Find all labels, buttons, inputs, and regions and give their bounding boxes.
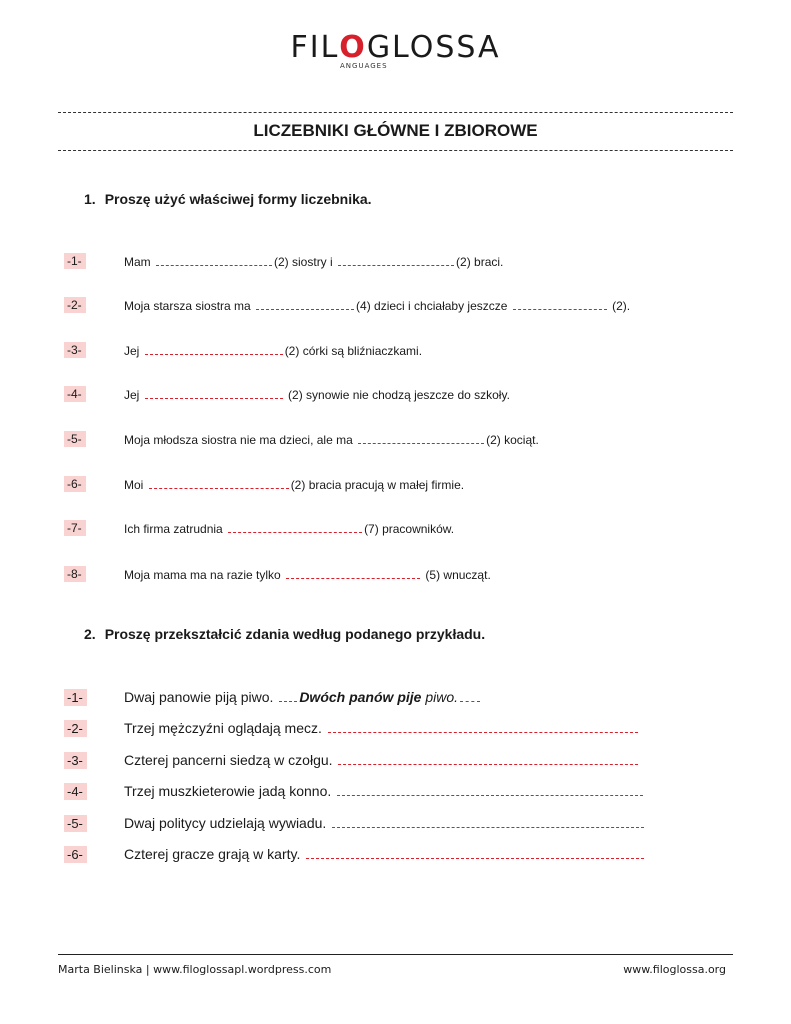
section2-heading bbox=[84, 626, 485, 642]
brand-part2: GL bbox=[366, 30, 410, 65]
section1-number: 1. bbox=[84, 191, 96, 207]
exercise2-item bbox=[58, 752, 733, 772]
item-number: -2- bbox=[64, 720, 87, 737]
footer-author: Marta Bielinska | www.filoglossapl.wordpress.com bbox=[58, 963, 332, 976]
sentence-text: Dwaj panowie piją piwo. bbox=[124, 689, 274, 705]
sentence-part: Moi bbox=[124, 478, 144, 492]
item-number: -2- bbox=[64, 297, 86, 313]
answer-blank[interactable] bbox=[149, 478, 289, 489]
sentence-part: (5) wnucząt. bbox=[425, 568, 491, 582]
brand-tagline: ANGUAGES bbox=[340, 62, 388, 70]
item-number: -4- bbox=[64, 386, 86, 402]
item-sentence bbox=[124, 783, 645, 799]
item-sentence bbox=[124, 846, 646, 862]
item-sentence bbox=[124, 478, 464, 492]
page-title: LICZEBNIKI GŁÓWNE I ZBIOROWE bbox=[253, 121, 538, 140]
example-answer-bold: Dwóch panów pije bbox=[299, 689, 422, 705]
exercise2-item bbox=[58, 783, 733, 803]
exercise1-item bbox=[58, 520, 733, 540]
exercise2-example bbox=[58, 689, 733, 709]
sentence-part: (2) synowie nie chodzą jeszcze do szkoły. bbox=[288, 388, 510, 402]
sentence-text: Czterej pancerni siedzą w czołgu. bbox=[124, 752, 333, 768]
item-sentence bbox=[124, 255, 503, 269]
sentence-part: (2) kociąt. bbox=[486, 433, 539, 447]
brand-part1: FIL bbox=[290, 30, 340, 65]
item-sentence bbox=[124, 433, 539, 447]
answer-blank[interactable] bbox=[145, 388, 283, 399]
exercise1-item bbox=[58, 297, 733, 317]
answer-blank[interactable] bbox=[286, 568, 420, 579]
sentence-part: (2) bracia pracują w małej firmie. bbox=[290, 478, 465, 492]
item-sentence bbox=[124, 815, 646, 831]
brand-wordmark bbox=[290, 30, 500, 65]
item-number: -4- bbox=[64, 783, 87, 800]
sentence-text: Trzej muszkieterowie jadą konno. bbox=[124, 783, 332, 799]
sentence-part: Ich firma zatrudnia bbox=[124, 522, 223, 536]
example-answer-rest: piwo. bbox=[425, 689, 459, 705]
item-sentence bbox=[124, 388, 510, 402]
answer-blank[interactable] bbox=[513, 299, 607, 310]
item-sentence bbox=[124, 568, 491, 582]
exercise2-item bbox=[58, 846, 733, 866]
title-rule-bottom bbox=[58, 150, 733, 151]
answer-blank[interactable] bbox=[358, 433, 484, 444]
brand-part3: SSA bbox=[435, 30, 501, 65]
sentence-part: Moja starsza siostra ma bbox=[124, 299, 251, 313]
item-sentence bbox=[124, 522, 454, 536]
item-sentence bbox=[124, 299, 630, 313]
item-number: -3- bbox=[64, 342, 86, 358]
item-sentence bbox=[124, 689, 482, 705]
brand-logo bbox=[0, 30, 791, 80]
exercise1-item bbox=[58, 431, 733, 451]
answer-blank[interactable] bbox=[337, 785, 643, 796]
sentence-part: (2) braci. bbox=[456, 255, 504, 269]
sentence-part: (4) dzieci i chciałaby jeszcze bbox=[356, 299, 508, 313]
item-sentence bbox=[124, 752, 640, 768]
brand-q-glyph: O bbox=[339, 30, 367, 65]
item-number: -6- bbox=[64, 846, 87, 863]
sentence-part: Moja młodsza siostra nie ma dzieci, ale ma bbox=[124, 433, 353, 447]
item-sentence bbox=[124, 720, 640, 736]
brand-o-glyph: O bbox=[409, 30, 436, 65]
exercise1-item bbox=[58, 386, 733, 406]
footer-website: www.filoglossa.org bbox=[623, 963, 726, 976]
answer-blank[interactable] bbox=[228, 522, 362, 533]
sentence-part: Moja mama ma na razie tylko bbox=[124, 568, 281, 582]
answer-blank[interactable] bbox=[332, 817, 644, 828]
answer-blank[interactable] bbox=[338, 754, 638, 765]
title-rule-top bbox=[58, 112, 733, 113]
exercise2-item bbox=[58, 720, 733, 740]
sentence-part: Mam bbox=[124, 255, 151, 269]
item-number: -6- bbox=[64, 476, 86, 492]
answer-blank bbox=[279, 691, 297, 702]
sentence-part: Jej bbox=[124, 388, 140, 402]
sentence-part: (2) córki są bliźniaczkami. bbox=[284, 344, 423, 358]
item-number: -5- bbox=[64, 815, 87, 832]
item-number: -1- bbox=[64, 253, 86, 269]
item-number: -8- bbox=[64, 566, 86, 582]
sentence-part: (7) pracowników. bbox=[364, 522, 455, 536]
exercise2-item bbox=[58, 815, 733, 835]
section2-number: 2. bbox=[84, 626, 96, 642]
item-number: -3- bbox=[64, 752, 87, 769]
item-number: -5- bbox=[64, 431, 86, 447]
answer-blank bbox=[460, 691, 480, 702]
item-sentence bbox=[124, 344, 422, 358]
sentence-text: Trzej mężczyźni oglądają mecz. bbox=[124, 720, 322, 736]
section1-heading-text: Proszę użyć właściwej formy liczebnika. bbox=[104, 191, 372, 207]
sentence-text: Czterej gracze grają w karty. bbox=[124, 846, 301, 862]
answer-blank[interactable] bbox=[256, 299, 354, 310]
answer-blank[interactable] bbox=[328, 722, 638, 733]
answer-blank[interactable] bbox=[156, 255, 272, 266]
exercise1-item bbox=[58, 476, 733, 496]
sentence-part: (2) siostry i bbox=[274, 255, 333, 269]
answer-blank[interactable] bbox=[145, 344, 283, 355]
sentence-text: Dwaj politycy udzielają wywiadu. bbox=[124, 815, 327, 831]
answer-blank[interactable] bbox=[338, 255, 454, 266]
answer-blank[interactable] bbox=[306, 848, 644, 859]
section2-heading-text: Proszę przekształcić zdania według podanego przykładu. bbox=[104, 626, 486, 642]
exercise1-item bbox=[58, 253, 733, 273]
exercise1-item bbox=[58, 342, 733, 362]
item-number: -1- bbox=[64, 689, 87, 706]
item-number: -7- bbox=[64, 520, 86, 536]
footer-rule bbox=[58, 954, 733, 955]
section1-heading bbox=[84, 191, 372, 207]
sentence-part: (2). bbox=[612, 299, 631, 313]
sentence-part: Jej bbox=[124, 344, 140, 358]
exercise1-item bbox=[58, 566, 733, 586]
